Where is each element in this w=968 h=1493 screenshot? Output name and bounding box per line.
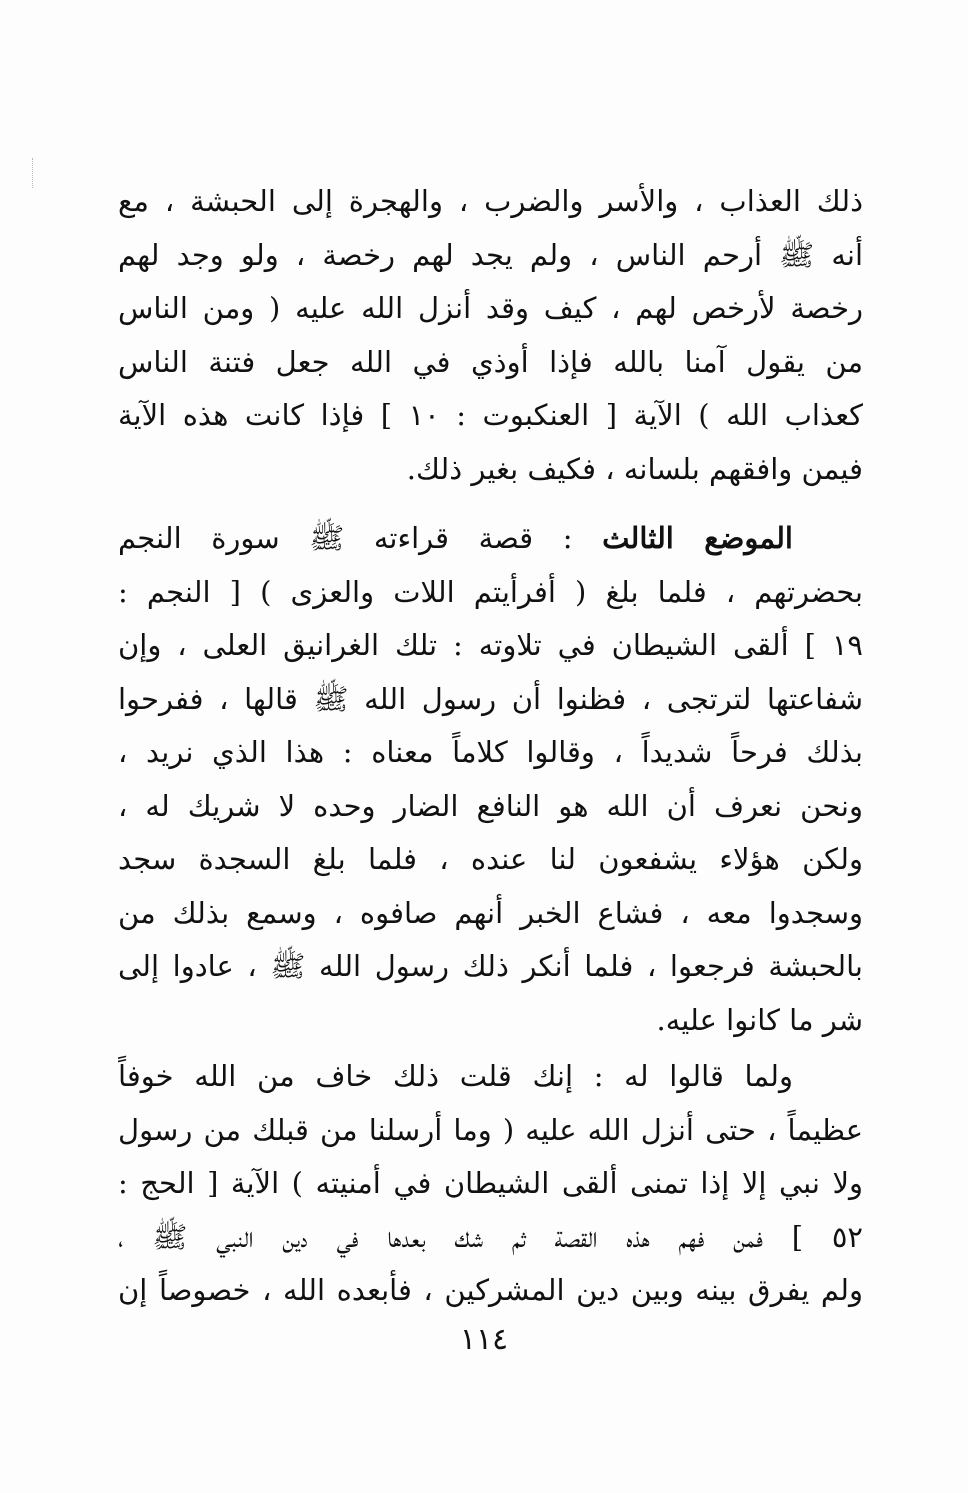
- paragraph-3: [118, 1050, 863, 1318]
- text-line: بالحبشة فرجعوا ، فلما أنكر ذلك رسول الله ﷺ ، عادوا إلى: [118, 949, 863, 983]
- section-heading: الموضع الثالث: [602, 521, 793, 555]
- text-line: ١٩ ] ألقى الشيطان في تلاوته : تلك الغرانيق العلى ، وإن: [118, 628, 863, 662]
- text-line: من يقول آمنا بالله فإذا أوذي في الله جعل فتنة الناس: [118, 344, 863, 379]
- text-line: شر ما كانوا عليه.: [656, 1002, 863, 1037]
- text-line: بحضرتهم ، فلما بلغ ( أفرأيتم اللات والعزى ) [ النجم :: [118, 574, 863, 609]
- paragraph-1: [118, 175, 863, 496]
- text-line: وسجدوا معه ، فشاع الخبر أنهم صافوه ، وسمع بذلك من: [118, 895, 863, 930]
- text-line: ذلك العذاب ، والأسر والضرب ، والهجرة إلى الحبشة ، مع: [118, 184, 863, 218]
- page-number: ١١٤: [459, 1322, 509, 1357]
- text-line: رخصة لأرخص لهم ، كيف وقد أنزل الله عليه ( ومن الناس: [118, 291, 863, 325]
- scan-speck: [32, 158, 36, 188]
- text-line: فيمن وافقهم بلسانه ، فكيف بغير ذلك.: [406, 451, 863, 486]
- text-run: : قصة قراءته ﷺ سورة النجم: [118, 521, 603, 555]
- text-line: كعذاب الله ) الآية [ العنكبوت : ١٠ ] فإذا كانت هذه الآية: [118, 398, 863, 432]
- text-line-first: [118, 512, 863, 566]
- text-line: ولم يفرق بينه وبين دين المشركين ، فأبعده الله ، خصوصاً إن: [118, 1273, 863, 1307]
- text-line: ونحن نعرف أن الله هو النافع الضار وحده لا شريك له ،: [118, 788, 863, 823]
- text-line: ولما قالوا له : إنك قلت ذلك خاف من الله خوفاً: [118, 1059, 793, 1093]
- text-line: شفاعتها لترتجى ، فظنوا أن رسول الله ﷺ قالها ، ففرحوا: [118, 681, 863, 716]
- text-line: ولا نبي إلا إذا تمنى ألقى الشيطان في أمنيته ) الآية [ الحج :: [118, 1166, 863, 1200]
- text-line: أنه ﷺ أرحم الناس ، ولم يجد لهم رخصة ، ولو وجد لهم: [118, 237, 863, 272]
- text-line: ولكن هؤلاء يشفعون لنا عنده ، فلما بلغ السجدة سجد: [118, 842, 863, 876]
- text-line: عظيماً ، حتى أنزل الله عليه ( وما أرسلنا من قبلك من رسول: [118, 1112, 863, 1147]
- text-line: ٥٢ ] فمن فهم هذه القصة ثم شك بعدها في دين النبي ﷺ ،: [118, 1219, 863, 1254]
- paragraph-2: [118, 512, 863, 1047]
- text-line: بذلك فرحاً شديداً ، وقالوا كلاماً معناه : هذا الذي نريد ،: [118, 735, 863, 769]
